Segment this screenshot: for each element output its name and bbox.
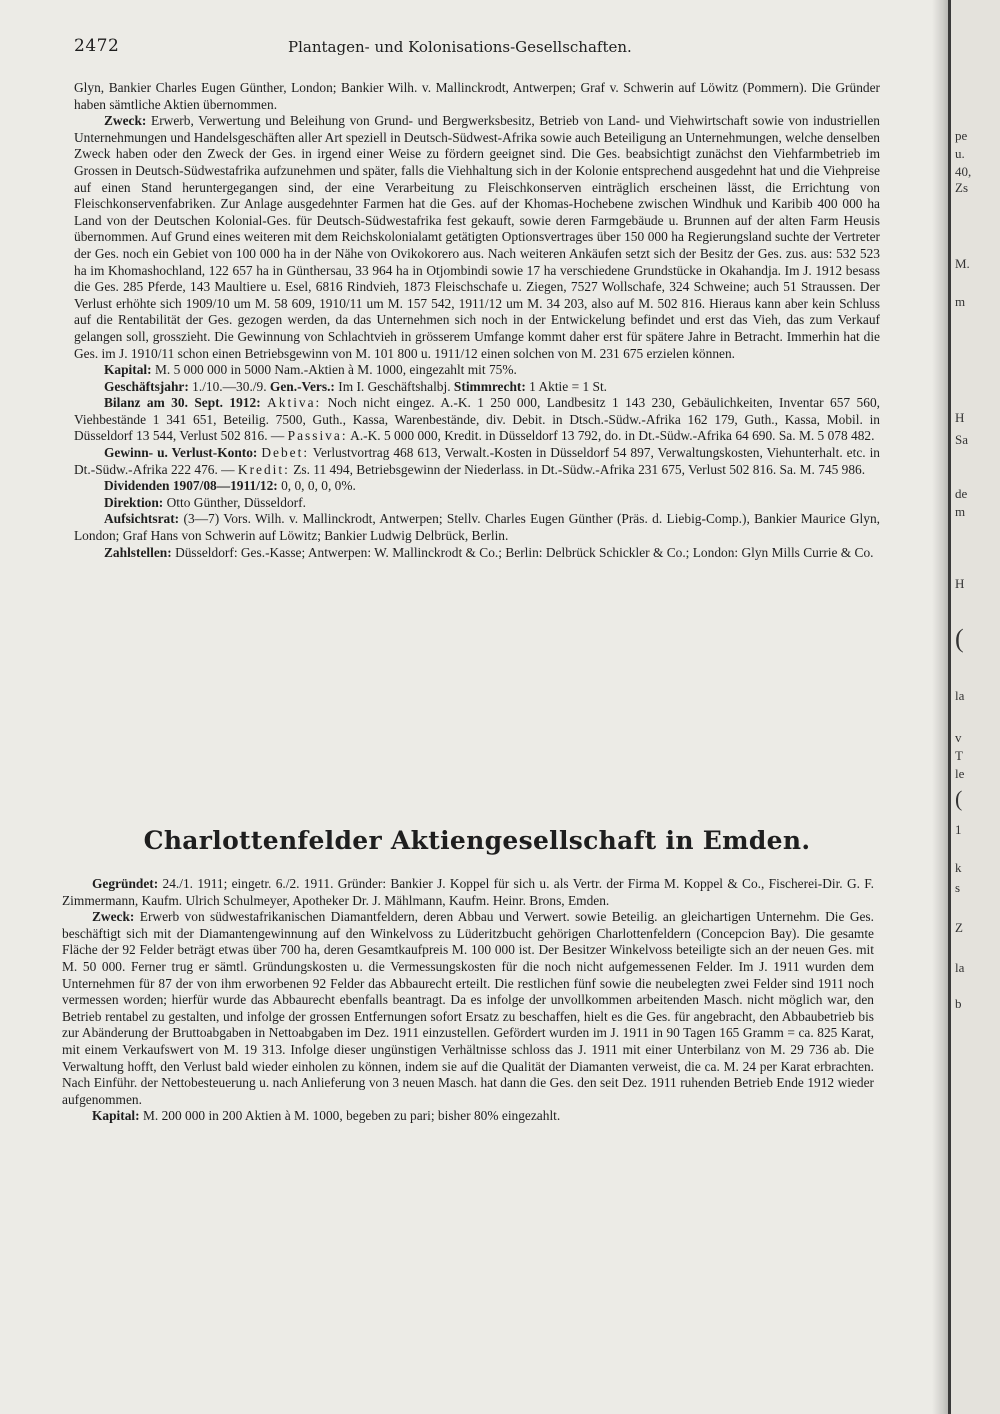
- margin-fragment: H: [955, 576, 965, 591]
- supervisory-board-text: (3—7) Vors. Wilh. v. Mallinckrodt, Antwerpen; Stellv. Charles Eugen Günther (Präs. d. Liebig-Comp.), Bankier Maurice Glyn, London; Graf Hans von Schwerin auf Löwitz; Bankier Ludwig Delbrück, Berlin.: [74, 511, 880, 544]
- capital-paragraph: [74, 362, 880, 379]
- founders-text: Glyn, Bankier Charles Eugen Günther, London; Bankier Wilh. v. Mallinckrodt, Antwerpen; Graf v. Schwerin auf Löwitz (Pommern). Die Gründer haben sämtliche Aktien übernommen.: [74, 80, 880, 112]
- capital-label-2: Kapital:: [92, 1108, 140, 1124]
- margin-fragment: (: [955, 786, 963, 811]
- entry-body-continued: [74, 80, 880, 561]
- paying-agents-label: Zahlstellen:: [104, 544, 172, 560]
- purpose-label-2: Zweck:: [92, 909, 135, 925]
- balance-sheet-paragraph: [74, 395, 880, 445]
- margin-fragment: 1: [955, 822, 962, 837]
- fiscal-year-label: Geschäftsjahr:: [104, 378, 189, 394]
- founded-label: Gegründet:: [92, 876, 159, 891]
- founded-text: 24./1. 1911; eingetr. 6./2. 1911. Gründer: Bankier J. Koppel für sich u. als Vertr. der Firma M. Koppel & Co., Fischerei-Dir. G. F. Zimmermann, Kaufm. Ulrich Schulmeyer, Apotheker Dr. J. Mählmann, Kaufm. Heinr. Brons, Emden.: [62, 876, 874, 908]
- company-title: Charlottenfelder Aktiengesellschaft in Emden.: [143, 826, 811, 855]
- adjacent-page-margin: [951, 0, 1000, 1414]
- margin-fragment: 40,: [955, 164, 972, 179]
- capital-label: Kapital:: [104, 362, 152, 378]
- margin-fragment: T: [955, 748, 963, 763]
- debit-label: Debet:: [261, 445, 310, 461]
- dividends-label: Dividenden 1907/08—1911/12:: [104, 478, 278, 494]
- running-head: [74, 36, 874, 60]
- margin-fragment: la: [955, 960, 965, 975]
- margin-fragment: Zs: [955, 180, 968, 195]
- capital-text: M. 5 000 000 in 5000 Nam.-Aktien à M. 1000, eingezahlt mit 75%.: [154, 362, 517, 378]
- margin-fragment: s: [955, 880, 961, 895]
- margin-fragment: u.: [955, 146, 965, 161]
- supervisory-board-paragraph: [74, 511, 880, 544]
- running-head-title: Plantagen- und Kolonisations-Gesellschaften.: [288, 38, 632, 56]
- purpose-paragraph-2: [62, 909, 874, 1108]
- management-paragraph: [74, 495, 880, 512]
- voting-right-label: Stimmrecht:: [453, 378, 526, 394]
- founded-paragraph: [62, 876, 874, 909]
- liabilities-text: A.-K. 5 000 000, Kredit. in Düsseldorf 13 792, do. in Dt.-Südw.-Afrika 64 690. Sa. M. 5 078 482.: [350, 428, 875, 444]
- entry-body-charlottenfelder: [62, 876, 874, 1125]
- assets-text: Noch nicht eingez. A.-K. 1 250 000, Landbesitz 1 143 230, Gebäulichkeiten, Inventar 657 560, Viehbestände 1 341 651, Beteilig. 7500, Guth., Kassa, Warenbestände, div. Debit. in Dtsch.-Südw.-Afrika 162 179, Guth., Kassa, Mobil. in Düsseldorf 13 544, Verlust 502 816. —: [74, 395, 880, 444]
- margin-fragment: v: [955, 730, 962, 745]
- general-meeting-label: Gen.-Vers.:: [269, 378, 335, 394]
- margin-fragment: m: [955, 504, 966, 519]
- margin-fragment: le: [955, 766, 965, 781]
- margin-fragment: k: [955, 860, 962, 875]
- margin-fragment: de: [955, 486, 968, 501]
- fiscal-year-paragraph: [74, 379, 880, 396]
- general-meeting-text: Im I. Geschäftshalbj.: [338, 378, 451, 394]
- page-number: 2472: [74, 36, 120, 56]
- management-text: Otto Günther, Düsseldorf.: [166, 494, 306, 510]
- paying-agents-paragraph: [74, 545, 880, 562]
- margin-fragment: pe: [955, 128, 968, 143]
- profit-loss-label: Gewinn- u. Verlust-Konto:: [104, 445, 258, 461]
- paying-agents-text: Düsseldorf: Ges.-Kasse; Antwerpen: W. Mallinckrodt & Co.; Berlin: Delbrück Schickler & Co.; London: Glyn Mills Currie & Co.: [175, 544, 874, 560]
- purpose-label: Zweck:: [104, 113, 147, 129]
- margin-fragment: Z: [955, 920, 963, 935]
- margin-fragment: (: [955, 624, 964, 653]
- profit-loss-paragraph: [74, 445, 880, 478]
- margin-fragment: M.: [955, 256, 970, 271]
- founders-paragraph: [74, 80, 880, 113]
- management-label: Direktion:: [104, 494, 164, 510]
- liabilities-label: Passiva:: [287, 428, 348, 444]
- capital-paragraph-2: [62, 1108, 874, 1125]
- capital-text-2: M. 200 000 in 200 Aktien à M. 1000, begeben zu pari; bisher 80% eingezahlt.: [142, 1108, 561, 1124]
- margin-fragment: la: [955, 688, 965, 703]
- assets-label: Aktiva:: [267, 395, 322, 411]
- purpose-text: Erwerb, Verwertung und Beleihung von Grund- und Bergwerksbesitz, Betrieb von Land- und Viehwirtschaft sowie von industriellen Unternehmungen und Handelsgeschäften aller Art speziell in Deutsch-Südwest-Afrika sowie auch Beteiligung an Unternehmungen, welche denselben Zweck haben oder den Zweck der Ges. in irgend einer Weise zu fördern geeignet sind. Die Ges. beabsichtigt zunächst den Viehfarmbetrieb im Grossen in Deutsch-Südwestafrika aufzunehmen und später, falls die Viehhaltung sich in der Kolonie entsprechend ausgedehnt hat und die Viehpreise auf einen Stand heruntergegangen sind, der eine Verarbeitung zu Fleischkonserven einträglich erscheinen lässt, die Errichtung von Fleischkonservenfabriken. Zur Anlage ausgedehnter Farmen hat die Ges. auf der Khomas-Hochebene zwischen Windhuk und Karibib 400 000 ha Land von der Deutschen Kolonial-Ges. für Deutsch-Südwestafrika fest gekauft, sowie deren Farmgebäude u. Brunnen auf der alten Farm Heusis übernommen. Auf Grund eines weiteren mit dem Reichskolonialamt getätigten Optionsvertrages über 150 000 ha Regierungsland suchte der Vertreter der Ges. noch ein Gebiet von 100 000 ha in der Nähe von Ovikokorero aus. Nach weiteren Ankäufen setzt sich der Besitz der Ges. zus. aus: 532 523 ha im Khomashochland, 122 657 ha in Günthersau, 33 964 ha in Otjombindi sowie 17 ha verschiedene Grundstücke in Okahandja. Im J. 1912 besass die Ges. 285 Pferde, 143 Maultiere u. Esel, 6816 Rindvieh, 1873 Fleischschafe u. Ziegen, 7527 Wollschafe, 324 Schweine; auch 51 Straussen. Der Verlust erhöhte sich 1909/10 um M. 58 609, 1910/11 um M. 157 542, 1911/12 um M. 34 203, also auf M. 502 816. Hieraus kann aber kein Schluss auf die Rentabilität der Ges. gezogen werden, da das Unternehmen sich noch in der Entwickelung befindet und erst das Vieh, das zum Verkauf gelangen soll, grosszieht. Die Gewinnung von Schlachtvieh in grösserem Umfange kommt daher erst für spätere Jahre in Betracht. Immerhin hat die Ges. im J. 1910/11 schon einen Betriebsgewinn von M. 101 800 u. 1911/12 einen solchen von M. 231 675 erzielen können.: [74, 113, 880, 361]
- fiscal-year-text: 1./10.—30./9.: [192, 378, 267, 394]
- debit-text: Verlustvortrag 468 613, Verwalt.-Kosten in Düsseldorf 54 897, Verwaltungskosten, Viehunterhalt. etc. in Dt.-Südw.-Afrika 222 476. —: [74, 445, 880, 477]
- margin-fragment: Sa: [955, 432, 968, 447]
- margin-fragment: b: [955, 996, 962, 1011]
- voting-right-text: 1 Aktie = 1 St.: [529, 378, 608, 394]
- purpose-text-2: Erwerb von südwestafrikanischen Diamantfeldern, deren Abbau und Verwert. sowie Beteilig. an gleichartigen Unternehm. Die Ges. beschäftigt sich mit der Diamantengewinnung auf den Winkelvoss zu Lüderitzbucht gehörigen Charlottenfeldern (Concepcion Bay). Die gesamte Fläche der 92 Felder beträgt etwas über 700 ha, deren Gesamtkaufpreis M. 100 000 ist. Der Besitzer Winkelvoss beteiligte sich an der neuen Ges. mit M. 50 000. Ferner trug er sämtl. Gründungskosten u. die Vermessungskosten für die noch nicht aufgemessenen Felder. Im J. 1911 wurden dem Unternehmen für 87 der von ihm erworbenen 92 Felder das Abbaurecht erteilt. Die restlichen fünf sowie die neubelegten zwei Felder sind 1911 noch vermessen worden; hierfür wurde das Abbaurecht ebenfalls beantragt. Da es infolge der unvollkommen arbeitenden Masch. nicht möglich war, den Betrieb rentabel zu gestalten, und infolge der grossen Entfernungen sofort Ersatz zu beschaffen, hielt es die Ges. für angebracht, den Abbaubetrieb bis zur Abänderung der Bruttoabgaben in Nettoabgaben im Dez. 1911 einzustellen. Gefördert wurden im J. 1911 in 90 Tagen 165 Gramm = ca. 825 Karat, mit einem Verkaufswert von M. 19 313. Infolge dieser ungünstigen Verhältnisse schloss das J. 1911 mit einer Unterbilanz von M. 29 736 ab. Die Verwaltung hofft, den Verlust bald wieder einholen zu können, indem sie auf die Qualität der Diamanten verweist, die ca. M. 24 per Karat erbrachten. Nach Einführ. der Nettobesteuerung u. nach Anlieferung von 3 neuen Masch. hat dann die Ges. den seit Dez. 1911 ruhenden Betrieb Ende 1912 wieder aufgenommen.: [62, 909, 874, 1107]
- credit-label: Kredit:: [237, 461, 290, 477]
- dividends-paragraph: [74, 478, 880, 495]
- balance-sheet-label: Bilanz am 30. Sept. 1912:: [104, 395, 261, 411]
- credit-text: Zs. 11 494, Betriebsgewinn der Niederlass. in Dt.-Südw.-Afrika 231 675, Verlust 502 816. Sa. M. 745 986.: [293, 461, 866, 477]
- dividends-text: 0, 0, 0, 0, 0%.: [281, 478, 356, 494]
- supervisory-board-label: Aufsichtsrat:: [104, 511, 180, 527]
- purpose-paragraph: [74, 113, 880, 362]
- margin-fragment: H: [955, 410, 965, 425]
- margin-fragment: m: [955, 294, 966, 309]
